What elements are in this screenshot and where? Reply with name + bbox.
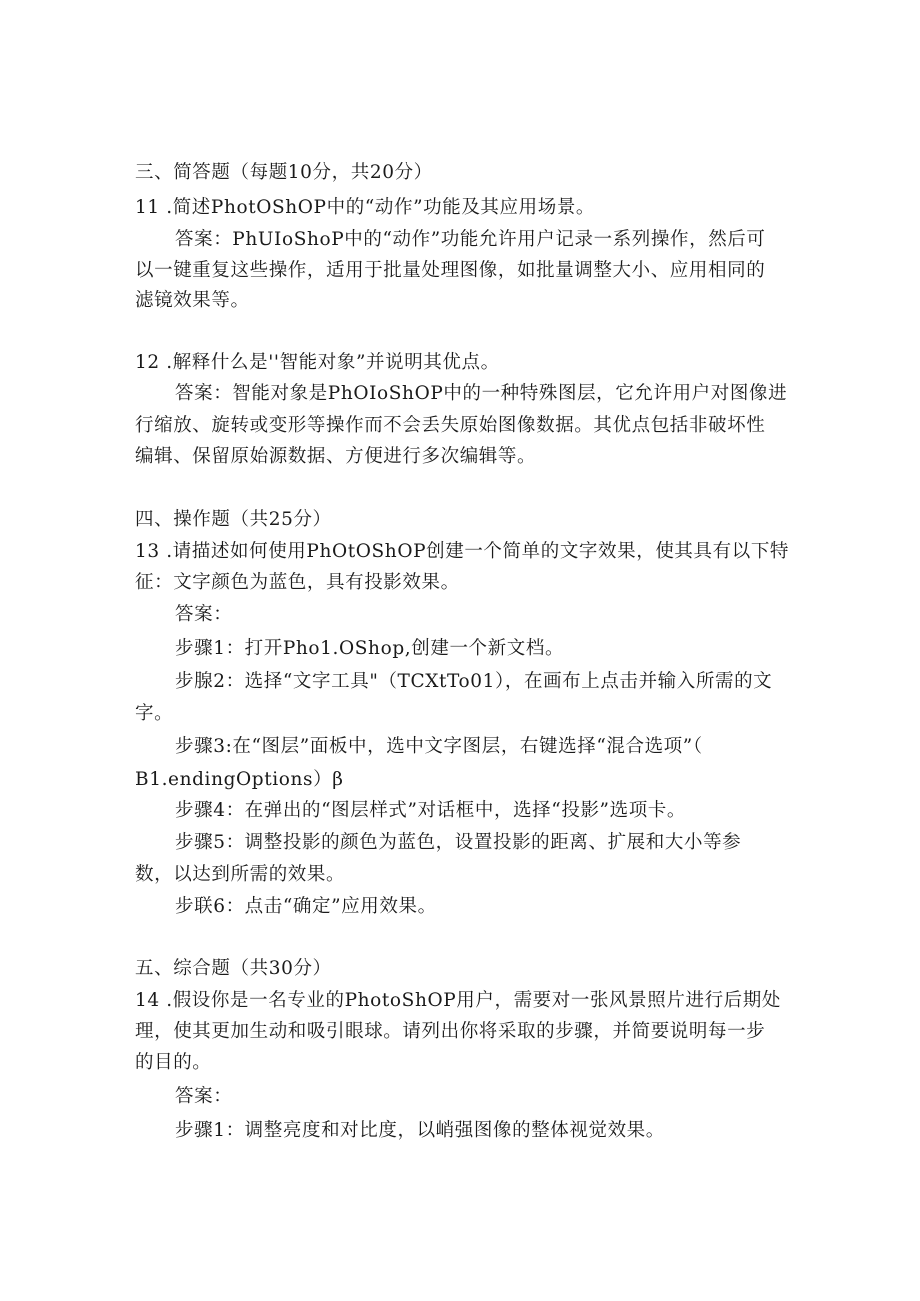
q11-answer-line-2: 以一键重复这些操作，适用于批量处理图像，如批量调整大小、应用相同的	[135, 260, 766, 281]
section4-heading: 四、操作题（共25分）	[135, 509, 332, 530]
q13-step-2: 步腺2：选择“文字工具"（TCXtTo01），在画布上点击并输入所需的文	[175, 671, 773, 692]
q13-step-5-cont: 数，以达到所需的效果。	[135, 864, 346, 885]
q13-step-4: 步骤4：在弹出的“图层样式”对话框中，选择“投影”选项卡。	[175, 800, 687, 821]
q11-answer-line-3: 滤镜效果等。	[135, 290, 250, 311]
section5-heading: 五、综合题（共30分）	[135, 958, 332, 979]
q13-step-3-cont: B1.endingOptions）β	[135, 769, 344, 790]
q14-step-1: 步骤1：调整亮度和对比度，以峭强图像的整体视觉效果。	[175, 1120, 665, 1141]
q13-question-line-1: 13 .请描述如何使用PhOtOShOP创建一个简单的文字效果，使其具有以下特	[135, 541, 790, 562]
q13-question-line-2: 征：文字颜色为蓝色，具有投影效果。	[135, 572, 460, 593]
q14-question-line-2: 理，使其更加生动和吸引眼球。请列出你将采取的步骤，并简要说明每一步	[135, 1021, 766, 1042]
q12-question: 12 .解释什么是''智能对象”并说明其优点。	[135, 352, 500, 373]
q13-step-5: 步骤5：调整投影的颜色为蓝色，设置投影的距离、扩展和大小等参	[175, 832, 742, 853]
q13-step-6: 步联6：点击“确定”应用效果。	[175, 896, 437, 917]
q12-answer-line-3: 编辑、保留原始源数据、方便进行多次编辑等。	[135, 446, 537, 467]
q13-step-1: 步骤1：打开Pho1.OShop,创建一个新文档。	[175, 638, 565, 659]
q12-answer-line-2: 行缩放、旋转或变形等操作而不会丢失原始图像数据。其优点包括非破坏性	[135, 415, 766, 436]
q11-answer-line-1: 答案：PhUIoShoP中的“动作”功能允许用户记录一系列操作，然后可	[175, 229, 766, 250]
q14-answer-label: 答案：	[175, 1086, 233, 1107]
q13-step-3: 步骤3:在“图层”面板中，选中文字图层，右键选择“混合选项”（	[175, 736, 703, 757]
q11-question: 11 .简述PhotOShOP中的“动作”功能及其应用场景。	[135, 197, 596, 218]
q12-answer-line-1: 答案：智能对象是PhOIoShOP中的一种特殊图层，它允许用户对图像进	[175, 383, 788, 404]
q14-question-line-3: 的目的。	[135, 1052, 212, 1073]
q14-question-line-1: 14 .假设你是一名专业的PhotoShOP用户，需要对一张风景照片进行后期处	[135, 990, 781, 1011]
section3-heading: 三、简答题（每题10分，共20分）	[135, 162, 433, 183]
q13-answer-label: 答案：	[175, 604, 233, 625]
q13-step-2-cont: 字。	[135, 703, 174, 724]
